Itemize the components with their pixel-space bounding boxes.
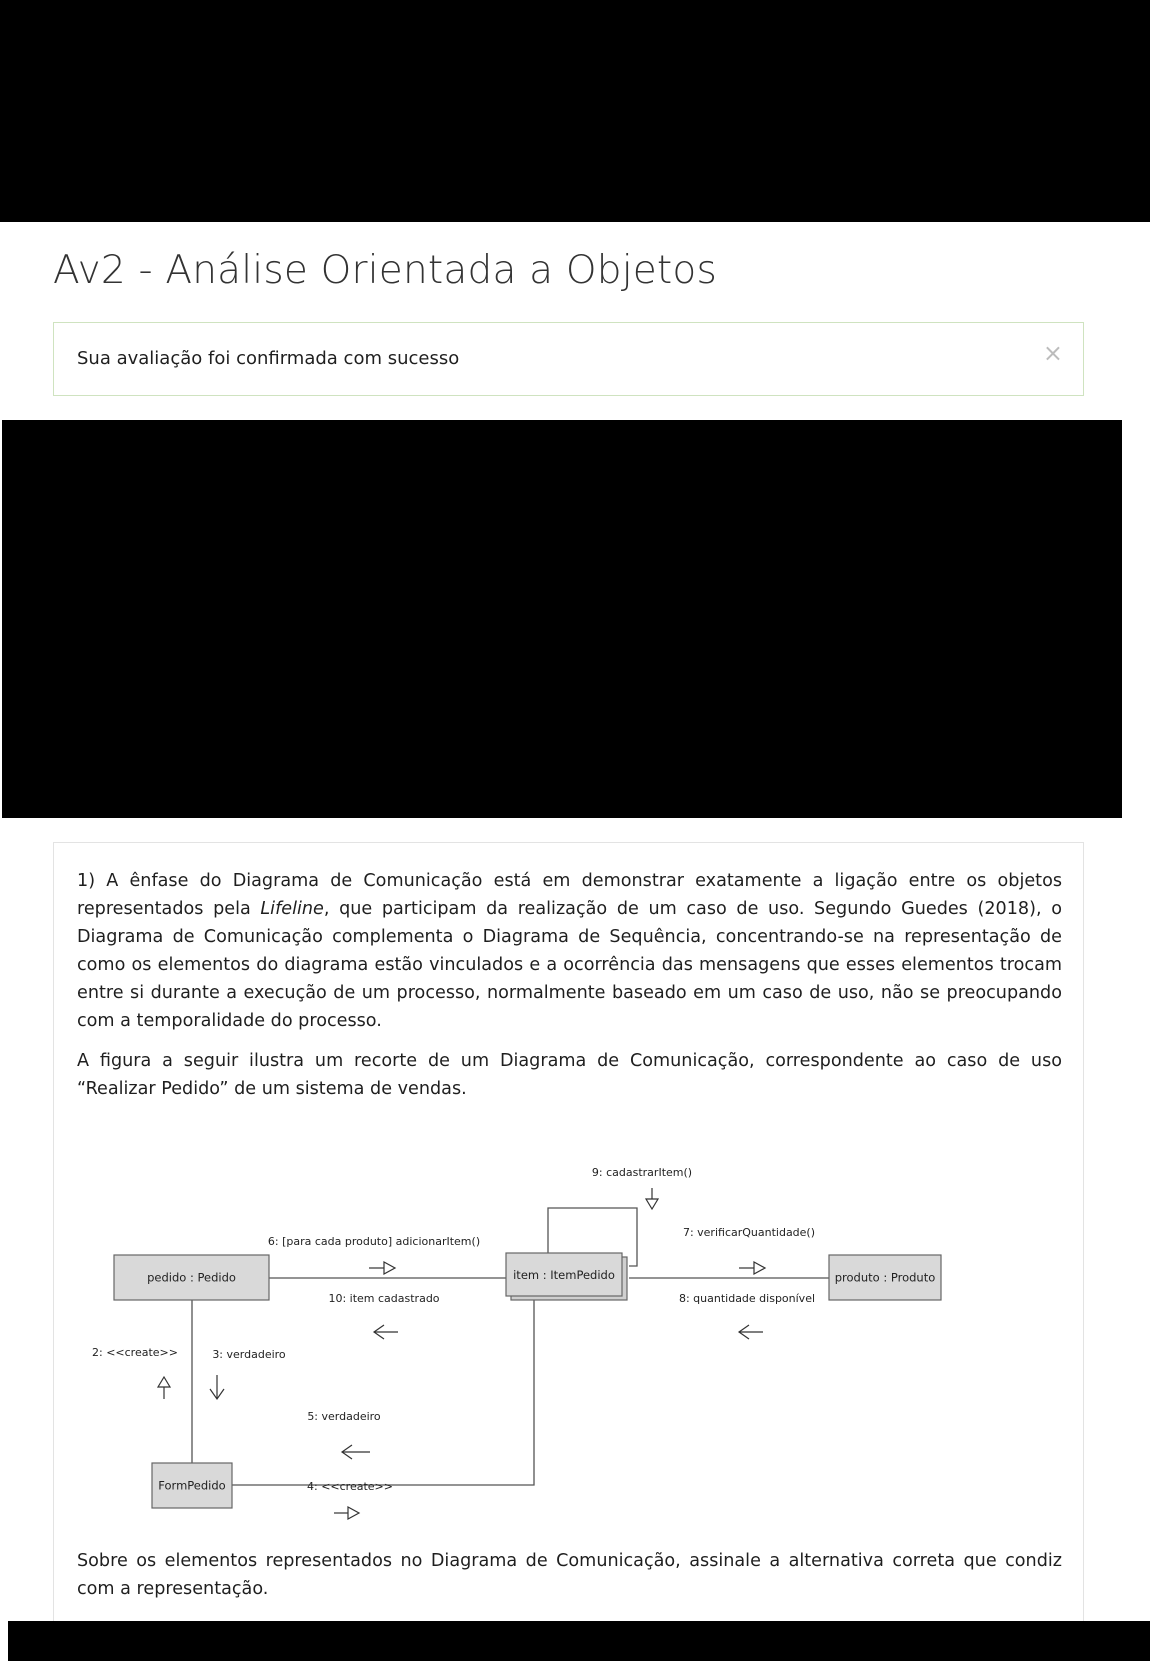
message-2-label: 2: <<create>> [92, 1346, 178, 1359]
redacted-header [0, 0, 1150, 222]
redacted-footer [8, 1621, 1150, 1661]
message-4-arrow-icon [334, 1507, 359, 1519]
message-6-label: 6: [para cada produto] adicionarItem() [267, 1235, 481, 1248]
communication-diagram [54, 843, 1085, 1533]
message-2-arrow-icon [158, 1377, 170, 1399]
lifeline-term: Lifeline [260, 899, 324, 919]
success-alert [53, 322, 1084, 396]
question-context: A figura a seguir ilustra um recorte de um Diagrama de Comunicação, correspondente ao caso de uso “Realizar Pedido” de um sistema de vendas. [77, 1051, 1062, 1099]
message-8-arrow-icon [739, 1325, 763, 1339]
message-9-arrow-icon [646, 1188, 658, 1209]
question-text-part: , que participam da realização de um caso de uso. Segundo Guedes (2018), o Diagrama de Comunicação complementa o Diagrama de Sequência, concentrando-se na representação de como os elementos do diagrama estão vinculados e a ocorrência das mensagens que esses elementos trocam entre si durante a execução de um processo, normalmente baseado em um caso de uso, não se preocupando com a temporalidade do processo. [77, 899, 1062, 1031]
message-3-label: 3: verdadeiro [212, 1348, 286, 1361]
message-10-arrow-icon [374, 1325, 398, 1339]
message-9-label: 9: cadastrarItem() [591, 1166, 693, 1179]
question-card [53, 842, 1084, 1632]
message-5-arrow-icon [342, 1445, 370, 1459]
close-icon[interactable]: × [1042, 339, 1063, 367]
question-prompt: Sobre os elementos representados no Diagrama de Comunicação, assinale a alternativa correta que condiz com a representação. [77, 1551, 1062, 1599]
page-title: Av2 - Análise Orientada a Objetos [53, 248, 718, 293]
object-pedido-label: pedido : Pedido [147, 1270, 236, 1285]
object-item-label: item : ItemPedido [513, 1268, 615, 1282]
object-form-label: FormPedido [158, 1478, 226, 1493]
object-produto-label: produto : Produto [834, 1270, 936, 1285]
redacted-block [2, 420, 1122, 818]
question-text-part: 1) A ênfase do Diagrama de Comunicação está em demonstrar exatamente a ligação entre os objetos representados pela [77, 871, 1062, 919]
message-7-arrow-icon [739, 1262, 765, 1274]
message-4-label: 4: <<create>> [307, 1480, 393, 1493]
message-8-label: 8: quantidade disponível [678, 1292, 816, 1305]
alert-message: Sua avaliação foi confirmada com sucesso [77, 348, 460, 369]
message-5-label: 5: verdadeiro [307, 1410, 381, 1423]
message-7-label: 7: verificarQuantidade() [682, 1226, 816, 1239]
message-6-arrow-icon [369, 1262, 395, 1274]
message-10-label: 10: item cadastrado [328, 1292, 440, 1305]
message-3-arrow-icon [210, 1375, 224, 1399]
